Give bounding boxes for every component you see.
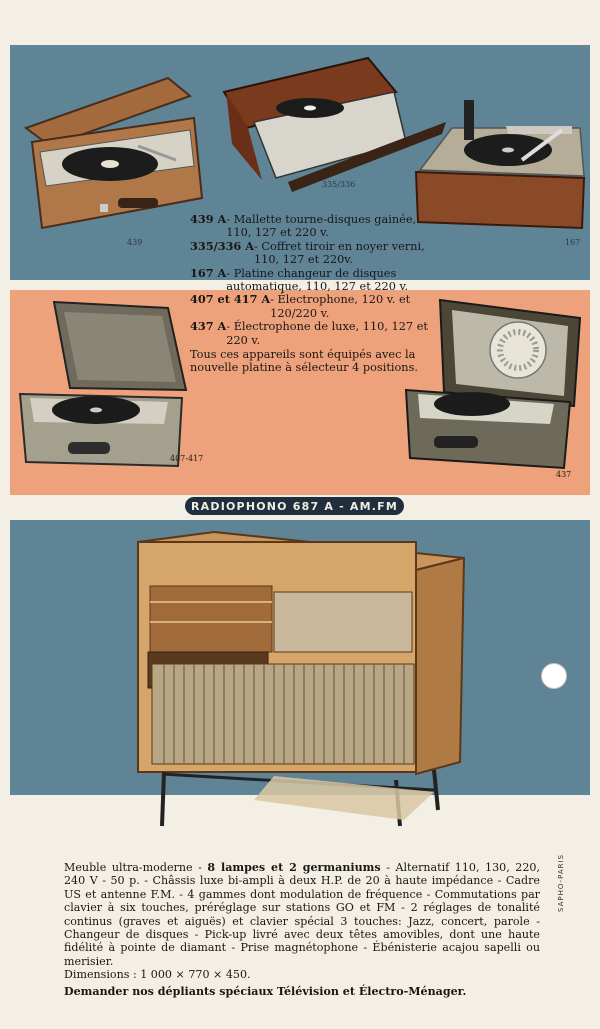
legend-item-439: [190, 213, 430, 240]
legend-item-407: [190, 293, 430, 320]
record-player-439-image: [18, 68, 208, 238]
legend-ref: 439 A: [190, 212, 227, 226]
legend-item-167: [190, 267, 430, 294]
caption-167: 167: [565, 238, 581, 247]
caption-407-417: 407-417: [170, 454, 204, 463]
legend-item-335: [190, 240, 430, 267]
legend-note: Tous ces appareils sont équipés avec la nouvelle platine à sélecteur 4 positions.: [190, 348, 418, 375]
printer-imprint: SAPHO-PARIS: [557, 853, 565, 912]
changer-167-image: [412, 98, 590, 230]
legend-text: - Électrophone, 120 v. et 120/220 v.: [270, 293, 411, 320]
caption-439: 439: [127, 238, 143, 247]
legend-text: - Coffret tiroir en noyer verni, 110, 127 et 220v.: [254, 239, 425, 267]
legend-ref: 407 et 417 A: [190, 292, 271, 307]
description-tubes: 8 lampes et 2 germaniums: [207, 861, 381, 874]
legend-ref: 335/336 A: [190, 238, 254, 253]
caption-437: 437: [556, 470, 572, 479]
legend-item-437: [190, 320, 430, 347]
electrophone-407-417-image: [18, 298, 190, 478]
description-body: - Alternatif 110, 130, 220, 240 V - 50 p. - Châssis luxe bi-ampli à deux H.P. de 20 à haute impédance - Cadre US et antenne F.M. - 4 gammes dont modulation de fréquence - Commutations par clavier à six touches, préréglage sur stations GO et FM - 2 réglages de tonalité continus (graves et aiguës) et clavier spécial 3 touches: Jazz, concert, parole - Changeur de disques - Pick-up livré avec deux têtes amovibles, dont une haute fidélité à pointe de diamant - Prise magnétophone - Ébénisterie acajou sapelli ou merisier.: [64, 861, 541, 968]
punch-hole-bottom: [541, 663, 567, 689]
dimensions-line: Dimensions : 1 000 × 770 × 450.: [64, 968, 251, 982]
caption-335-336: 335/336: [322, 180, 356, 189]
call-to-action: Demander nos dépliants spéciaux Télévision et Électro-Ménager.: [64, 984, 467, 998]
legend-ref: 167 A: [190, 265, 227, 280]
description-lead: Meuble ultra-moderne -: [64, 861, 208, 874]
radiophono-cabinet-image: [134, 530, 468, 830]
legend-ref: 437 A: [190, 319, 227, 334]
legend-text: - Mallette tourne-disques gainée, 110, 127 et 220 v.: [226, 213, 417, 240]
legend-text: - Platine changeur de disques automatique, 110, 127 et 220 v.: [226, 266, 409, 294]
models-legend: [190, 213, 430, 375]
radiophono-badge: RADIOPHONO 687 A - AM.FM: [183, 495, 406, 517]
electrophone-437-image: [404, 298, 584, 478]
radiophono-description: [64, 861, 540, 998]
legend-text: - Électrophone de luxe, 110, 127 et 220 v.: [226, 320, 428, 347]
